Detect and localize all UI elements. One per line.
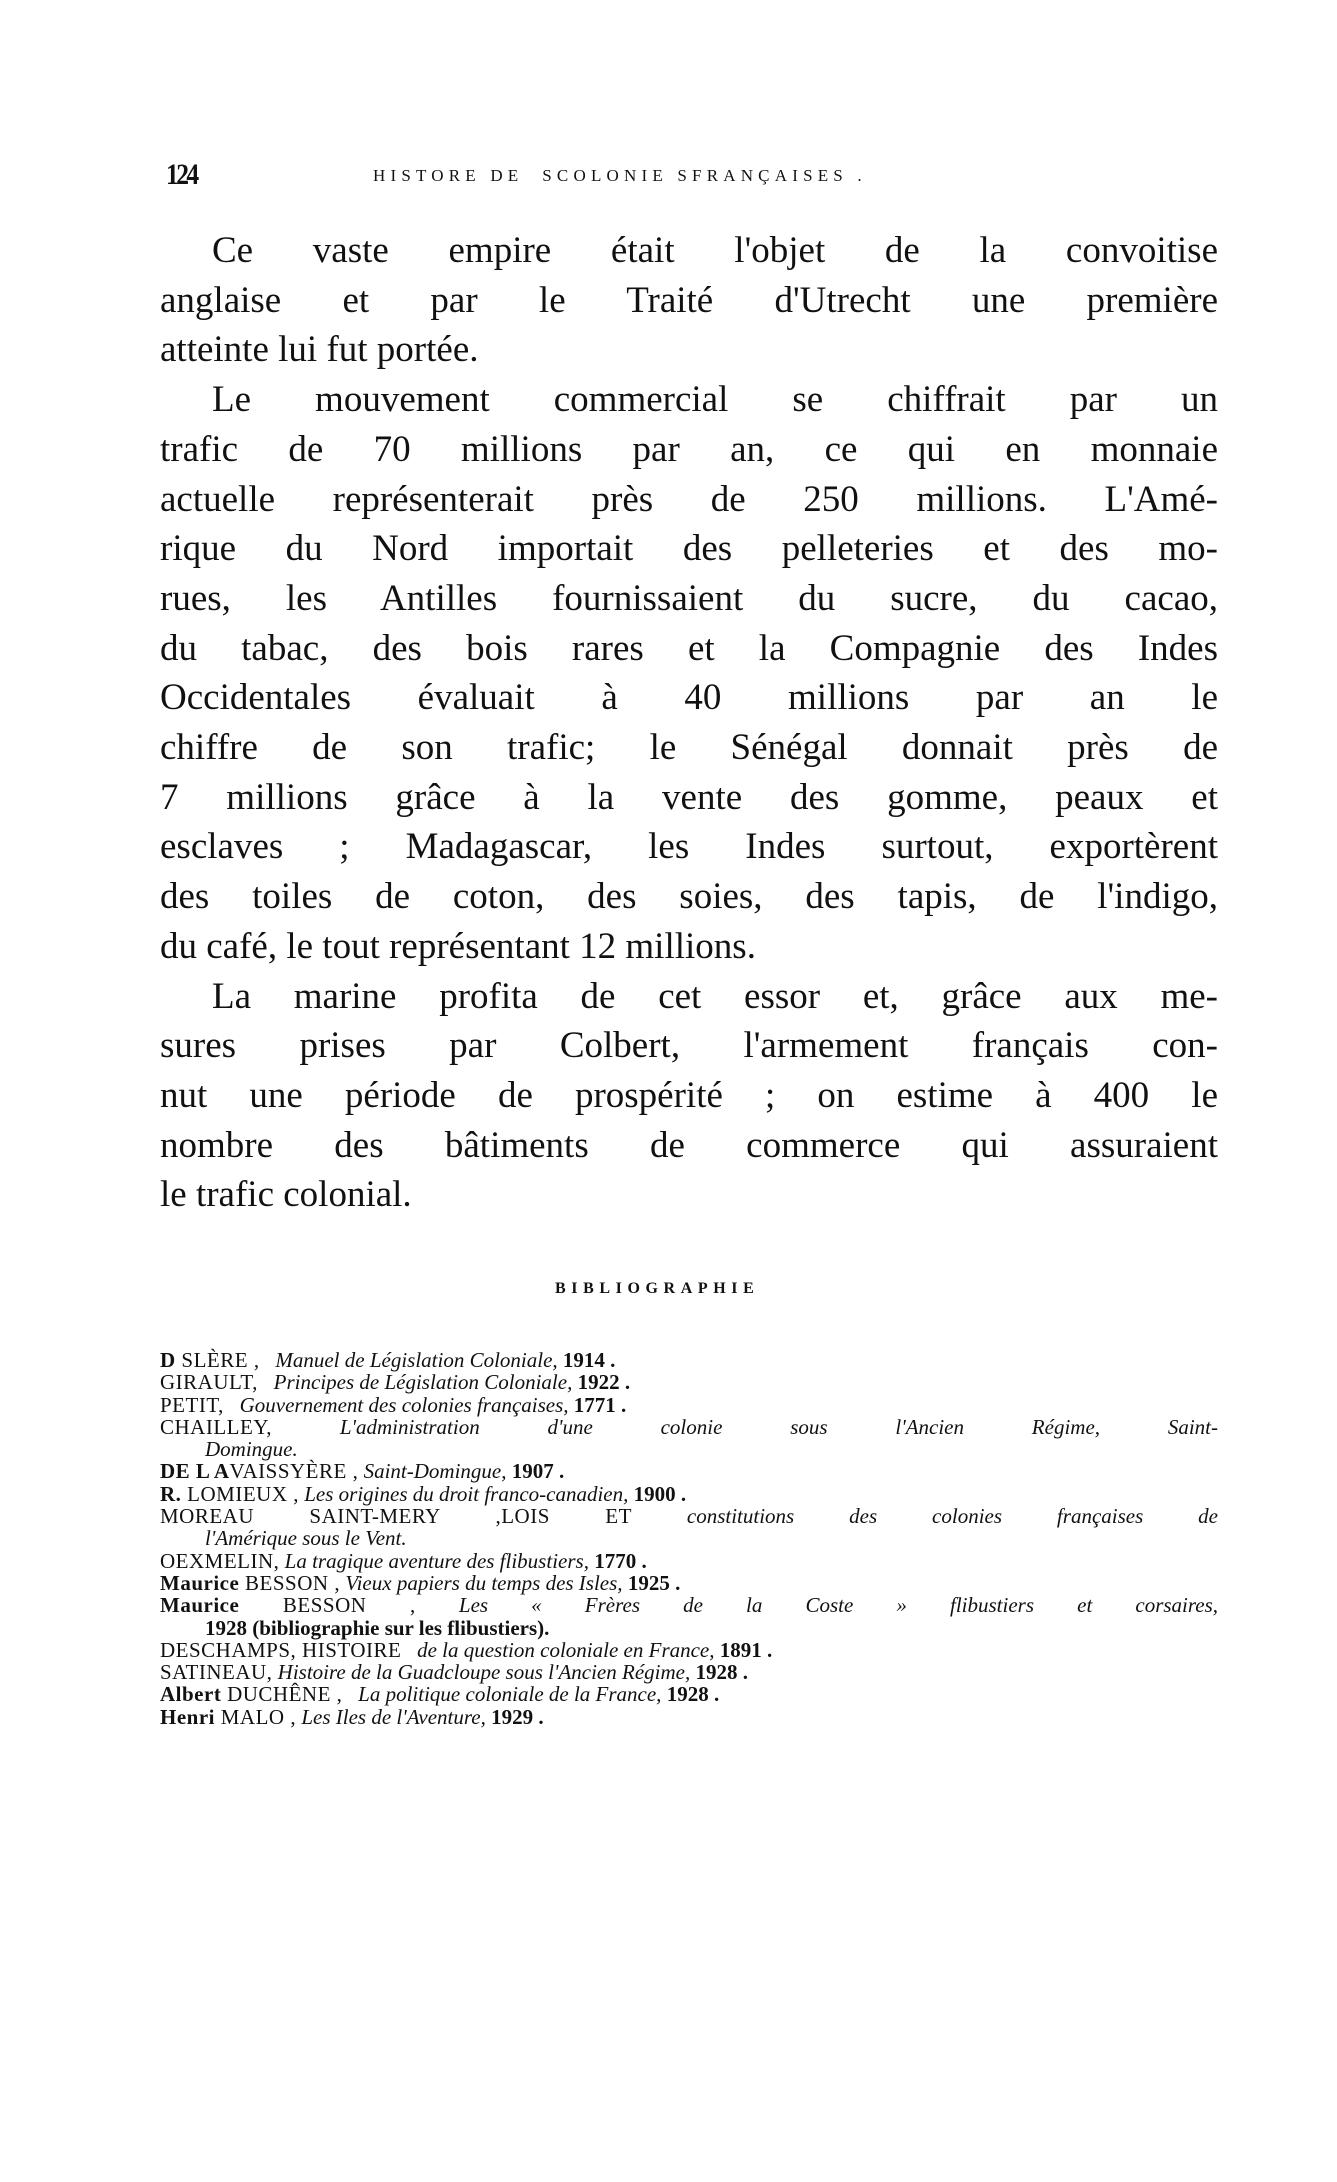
body-line: rues, les Antilles fournissaient du sucre, du cacao, (160, 577, 1218, 619)
bibliography-entry (160, 1416, 1218, 1461)
entry-author: PETIT, (160, 1392, 224, 1417)
entry-title: Manuel de Législation Coloniale, (275, 1348, 558, 1372)
entry-author: MOREAU SAINT-MERY ,LOIS ET (160, 1504, 632, 1529)
entry-title: L'administration d'une colonie sous l'Ancien Régime, Saint- (339, 1414, 1218, 1439)
entry-year: 1900 (633, 1481, 676, 1506)
bibliography-heading: BIBLIOGRAPHIE (555, 1280, 760, 1297)
body-line: nombre des bâtiments de commerce qui assuraient (160, 1124, 1218, 1166)
body-line: le trafic colonial. (160, 1174, 412, 1216)
entry-year: 1771 (573, 1392, 616, 1417)
bibliography-entry (160, 1505, 1218, 1550)
entry-title: Les origines du droit franco-canadien, (304, 1481, 629, 1506)
entry-title: Saint-Domingue, (363, 1459, 507, 1484)
bibliography-entry: R. LOMIEUX , Les origines du droit franco-canadien, 1900 . (160, 1481, 687, 1506)
body-line: Occidentales évaluait à 40 millions par an le (160, 677, 1218, 719)
running-head-title: HISTORE DE SCOLONIE SFRANÇAISES . (373, 166, 867, 185)
entry-author: SATINEAU, (160, 1660, 273, 1685)
entry-title: Gouvernement des colonies françaises, (239, 1392, 569, 1417)
entry-title: constitutions des colonies françaises de (686, 1504, 1218, 1529)
bibliography-entry: Henri MALO , Les Iles de l'Aventure, 1929 . (160, 1704, 544, 1729)
bibliography-entry: D SLÈRE , Manuel de Législation Coloniale, 1914 . (160, 1348, 616, 1372)
body-line: rique du Nord importait des pelleteries et des mo- (160, 528, 1218, 570)
bibliography-entry: SATINEAU, Histoire de la Guadcloupe sous l'Ancien Régime, 1928 . (160, 1660, 748, 1685)
body-line: chiffre de son trafic; le Sénégal donnait près de (160, 727, 1218, 769)
bibliography-entry: OEXMELIN, La tragique aventure des flibustiers, 1770 . (160, 1548, 647, 1573)
body-line: actuelle représenterait près de 250 millions. L'Amé- (160, 478, 1218, 520)
body-line: du tabac, des bois rares et la Compagnie des Indes (160, 627, 1218, 669)
entry-author: Henri MALO , (160, 1704, 297, 1729)
entry-author: OEXMELIN, (160, 1548, 280, 1573)
entry-year: 1925 (627, 1570, 670, 1595)
entry-year: 1928 (666, 1682, 709, 1707)
entry-title: La tragique aventure des flibustiers, (284, 1548, 589, 1573)
entry-author: D SLÈRE , (160, 1348, 260, 1372)
entry-title: Les Iles de l'Aventure, (301, 1704, 486, 1729)
bibliography-entry: DE L AVAISSYÈRE , Saint-Domingue, 1907 . (160, 1459, 565, 1484)
entry-title-continued: l'Amérique sous le Vent. (205, 1526, 407, 1551)
body-line: du café, le tout représentant 12 millions. (160, 925, 756, 967)
entry-year: 1770 (594, 1548, 637, 1573)
entry-title-continued: Domingue. (205, 1437, 298, 1462)
entry-year: 1929 (491, 1704, 534, 1729)
page-number: 124 (166, 158, 197, 191)
body-line: 7 millions grâce à la vente des gomme, peaux et (160, 776, 1218, 818)
bibliography-entry: DESCHAMPS, HISTOIRE de la question coloniale en France, 1891 . (160, 1637, 773, 1662)
entry-author: Maurice BESSON , (160, 1570, 341, 1595)
entry-year: 1922 (577, 1370, 620, 1395)
entry-author: DESCHAMPS, HISTOIRE (160, 1637, 402, 1662)
bibliography-list (160, 1349, 1218, 1728)
body-line: Le mouvement commercial se chiffrait par un (212, 379, 1218, 421)
entry-title: Les « Frères de la Coste » flibustiers et corsaires, (458, 1593, 1219, 1618)
body-line: sures prises par Colbert, l'armement français con- (160, 1025, 1218, 1067)
entry-title: La politique coloniale de la France, (358, 1682, 662, 1707)
body-line: atteinte lui fut portée. (160, 329, 479, 371)
body-text (160, 226, 1218, 1220)
body-line: Ce vaste empire était l'objet de la convoitise (212, 230, 1218, 271)
entry-author: CHAILLEY, (160, 1414, 273, 1439)
body-line: anglaise et par le Traité d'Utrecht une première (160, 279, 1218, 321)
body-line: esclaves ; Madagascar, les Indes surtout, exportèrent (160, 826, 1218, 868)
entry-author: DE L AVAISSYÈRE , (160, 1459, 359, 1484)
entry-note: 1928 (bibliographie sur les flibustiers). (205, 1615, 550, 1640)
bibliography-entry (160, 1594, 1218, 1639)
entry-year: 1928 (695, 1660, 738, 1685)
entry-author: GIRAULT, (160, 1370, 258, 1395)
entry-title: Histoire de la Guadcloupe sous l'Ancien Régime, (277, 1660, 691, 1685)
entry-title: Principes de Législation Coloniale, (273, 1370, 573, 1395)
body-line: trafic de 70 millions par an, ce qui en monnaie (160, 428, 1218, 470)
entry-author: R. LOMIEUX , (160, 1481, 299, 1506)
entry-year: 1891 (719, 1637, 762, 1662)
entry-author: Albert DUCHÊNE , (160, 1682, 343, 1707)
body-line: nut une période de prospérité ; on estime à 400 le (160, 1074, 1218, 1116)
entry-year: 1907 (511, 1459, 554, 1484)
entry-author: Maurice BESSON , (160, 1593, 416, 1618)
bibliography-entry: GIRAULT, Principes de Législation Coloniale, 1922 . (160, 1370, 631, 1395)
bibliography-entry: Albert DUCHÊNE , La politique coloniale de la France, 1928 . (160, 1682, 720, 1707)
entry-title: de la question coloniale en France, (417, 1637, 715, 1662)
entry-title: Vieux papiers du temps des Isles, (345, 1570, 623, 1595)
bibliography-entry: PETIT, Gouvernement des colonies françaises, 1771 . (160, 1392, 627, 1417)
body-line: La marine profita de cet essor et, grâce aux me- (212, 975, 1218, 1017)
bibliography-entry: Maurice BESSON , Vieux papiers du temps des Isles, 1925 . (160, 1570, 681, 1595)
body-line: des toiles de coton, des soies, des tapis, de l'indigo, (160, 876, 1218, 918)
entry-year: 1914 (562, 1348, 605, 1372)
